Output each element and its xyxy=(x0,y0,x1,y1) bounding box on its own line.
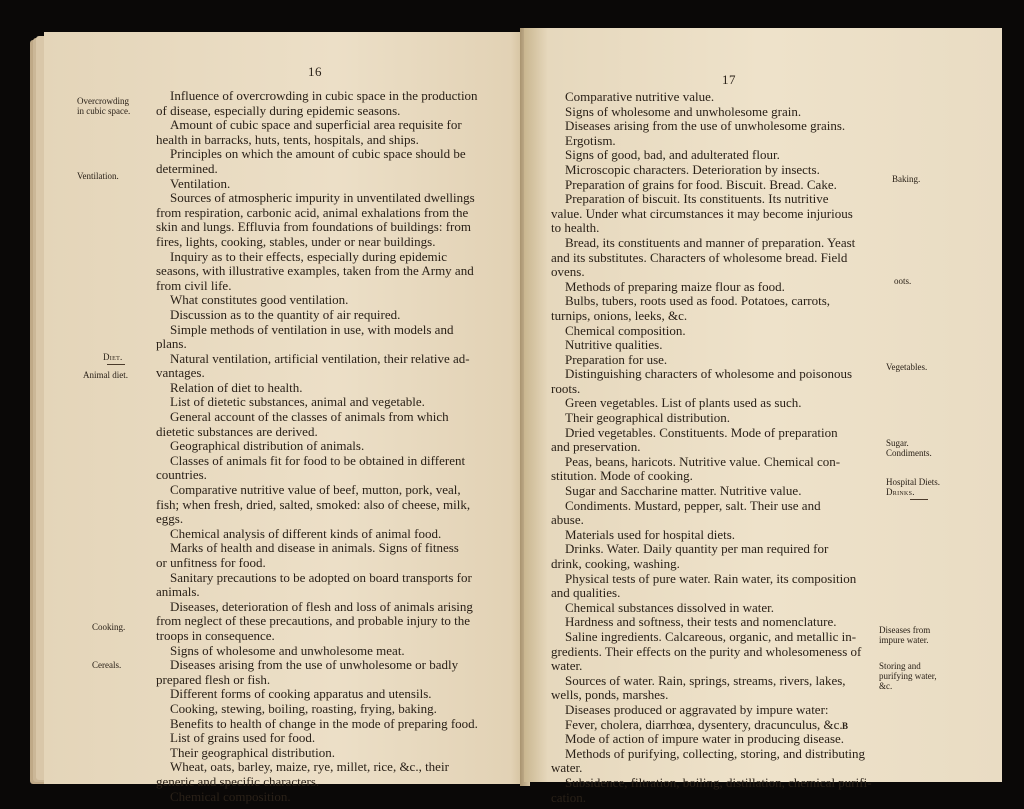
left-page-text-line: seasons, with illustrative examples, taken from the Army and xyxy=(156,263,474,279)
left-page-text-line: from civil life. xyxy=(156,277,232,293)
left-page-text-line: Wheat, oats, barley, maize, rye, millet, rice, &c., their xyxy=(170,759,449,775)
left-page-text-line: Principles on which the amount of cubic space should be xyxy=(170,146,466,162)
right-page-text-line: Diseases arising from the use of unwholesome grains. xyxy=(565,118,846,134)
margin-note-line: purifying water, xyxy=(879,671,937,681)
margin-note-rule xyxy=(107,364,125,365)
right-page-text-line: stitution. Mode of cooking. xyxy=(551,468,693,484)
margin-note-line: Animal diet. xyxy=(83,370,128,380)
margin-note-roots xyxy=(894,276,911,286)
right-page-text-line: Condiments. Mustard, pepper, salt. Their use and xyxy=(565,497,821,513)
margin-note-overcrowding xyxy=(77,96,130,116)
right-page-text-line: Green vegetables. List of plants used as such. xyxy=(565,395,802,411)
left-page-text-line: Comparative nutritive value of beef, mutton, pork, veal, xyxy=(170,482,461,498)
right-page-text-line: value. Under what circumstances it may become injurious xyxy=(551,205,853,221)
right-page-text-line: Chemical composition. xyxy=(565,322,686,338)
right-page-text-line: Sugar and Saccharine matter. Nutritive value. xyxy=(565,483,802,499)
right-page-text-line: Preparation of biscuit. Its constituents. Its nutritive xyxy=(565,191,829,207)
margin-note-line: Overcrowding xyxy=(77,96,129,106)
left-page-text-line: fish; when fresh, dried, salted, smoked: also of cheese, milk, xyxy=(156,496,471,512)
right-page-text-line: Methods of preparing maize flour as food. xyxy=(565,278,785,294)
left-page-text-line: plans. xyxy=(156,336,187,352)
margin-note-line: Cooking. xyxy=(92,622,126,632)
left-page-text-line: Chemical composition. xyxy=(170,788,291,804)
right-page-text-line: Bulbs, tubers, roots used as food. Potatoes, carrots, xyxy=(565,293,831,309)
margin-note-line: Condiments. xyxy=(886,448,932,458)
margin-note-rule xyxy=(910,499,928,500)
right-page-text-line: Peas, beans, haricots. Nutritive value. Chemical con- xyxy=(565,453,841,469)
right-page-text-line: Chemical substances dissolved in water. xyxy=(565,599,775,615)
right-page-text-line: Sources of water. Rain, springs, streams, rivers, lakes, xyxy=(565,672,846,688)
margin-note-line: Ventilation. xyxy=(77,171,119,181)
left-page-text-line: from neglect of these precautions, and probable injury to the xyxy=(156,613,471,629)
left-page-text-line: eggs. xyxy=(156,511,184,527)
left-page-text-line: Signs of wholesome and unwholesome meat. xyxy=(170,642,405,658)
right-page-text-line: water. xyxy=(551,760,583,776)
left-page-text-line: skin and lungs. Effluvia from foundations of buildings: from xyxy=(156,219,471,235)
margin-note-hospital-diets-drinks xyxy=(886,477,940,497)
left-page-text-line: Different forms of cooking apparatus and utensils. xyxy=(170,686,432,702)
margin-note-line: Diseases from xyxy=(879,625,931,635)
right-page-text-line: drink, cooking, washing. xyxy=(551,556,680,571)
left-page-text-line: Sanitary precautions to be adopted on board transports for xyxy=(170,569,472,585)
left-page-text-line: Relation of diet to health. xyxy=(170,379,303,395)
left-page-text-line: countries. xyxy=(156,467,207,483)
right-page-text-line: Hardness and softness, their tests and nomenclature. xyxy=(565,614,837,630)
margin-note-line: Baking. xyxy=(892,174,921,184)
left-page-text-line: troops in consequence. xyxy=(156,627,275,643)
margin-note-line: impure water. xyxy=(879,635,929,645)
margin-note-line: Storing and xyxy=(879,661,921,671)
right-page-text-line: Preparation for use. xyxy=(565,351,668,367)
right-page-text-line: Signs of good, bad, and adulterated flour. xyxy=(565,147,780,163)
margin-note-cooking xyxy=(92,622,125,632)
left-page-text-line: generic and specific characters. xyxy=(156,773,320,789)
right-page xyxy=(524,28,1002,805)
right-page-text-line: turnips, onions, leeks, &c. xyxy=(551,307,688,323)
left-page-text-line: Cooking, stewing, boiling, roasting, frying, baking. xyxy=(170,700,437,716)
left-page-text-line: Their geographical distribution. xyxy=(170,744,335,760)
right-page-text-line: cation. xyxy=(551,789,587,805)
margin-note-line: Vegetables. xyxy=(886,362,928,372)
left-page-text-line: vantages. xyxy=(156,365,205,381)
margin-note-baking xyxy=(892,174,920,184)
right-page-text-line: Preparation of grains for food. Biscuit. Bread. Cake. xyxy=(565,176,837,192)
margin-note-animal-diet xyxy=(83,370,128,380)
right-page-text-line: Physical tests of pure water. Rain water, its composition xyxy=(565,570,857,586)
margin-note-sugar-condiments xyxy=(886,438,932,458)
left-page-text-line: Diseases, deterioration of flesh and loss of animals arising xyxy=(170,598,473,614)
left-page-text-line: Diseases arising from the use of unwholesome or badly xyxy=(170,657,459,673)
left-page-text-line: Simple methods of ventilation in use, with models and xyxy=(170,321,454,337)
left-page-text-line: Classes of animals fit for food to be obtained in different xyxy=(170,452,466,468)
right-page-text-line: abuse. xyxy=(551,512,584,528)
margin-note-diet xyxy=(103,352,123,362)
left-page-text-line: Influence of overcrowding in cubic space in the production xyxy=(170,88,478,103)
right-page-text-line: Subsidence, filtration, boiling, distillation, chemical purifi- xyxy=(565,774,872,790)
left-page-text-line: General account of the classes of animals from which xyxy=(170,409,449,425)
left-page-body xyxy=(156,89,526,804)
left-page-text-line: Chemical analysis of different kinds of animal food. xyxy=(170,525,442,541)
left-page-text-line: Discussion as to the quantity of air required. xyxy=(170,306,401,322)
right-page-text-line: Comparative nutritive value. xyxy=(565,89,715,104)
margin-note-line: Sugar. xyxy=(886,438,909,448)
left-page-text-line: prepared flesh or fish. xyxy=(156,671,271,687)
margin-note-diseases-impure-water xyxy=(879,625,930,645)
right-page-body xyxy=(551,90,891,805)
right-page-text-line: Ergotism. xyxy=(565,132,616,148)
right-page-text-line: gredients. Their effects on the purity and wholesomeness of xyxy=(551,643,862,659)
margin-note-line: Drinks. xyxy=(886,487,915,497)
right-page-text-line: Materials used for hospital diets. xyxy=(565,526,736,542)
page-number-left: 16 xyxy=(308,64,322,79)
right-page-text-line: Signs of wholesome and unwholesome grain. xyxy=(565,103,802,119)
left-page-text-line: determined. xyxy=(156,160,218,176)
right-page-text-line: Bread, its constituents and manner of preparation. Yeast xyxy=(565,234,856,250)
left-page-text-line: of disease, especially during epidemic seasons. xyxy=(156,102,401,118)
right-page-text-line: Diseases produced or aggravated by impure water: xyxy=(565,701,829,717)
left-page-text-line: Marks of health and disease in animals. Signs of fitness xyxy=(170,540,459,556)
left-page-text-line: Ventilation. xyxy=(170,175,231,191)
left-page-text-line: health in barracks, huts, tents, hospitals, and ships. xyxy=(156,131,419,147)
right-page-text-line: and its substitutes. Characters of wholesome bread. Field xyxy=(551,249,848,265)
left-page-text-line: animals. xyxy=(156,584,200,600)
left-page xyxy=(44,32,530,804)
margin-note-line: oots. xyxy=(894,276,912,286)
left-page-text-line: dietetic substances are derived. xyxy=(156,423,318,439)
left-page-text-line: Benefits to health of change in the mode of preparing food. xyxy=(170,715,478,731)
left-page-text-line: What constitutes good ventilation. xyxy=(170,292,349,308)
margin-note-line: Cereals. xyxy=(92,660,122,670)
right-page-text-line: Saline ingredients. Calcareous, organic, and metallic in- xyxy=(565,628,857,644)
left-page-text-line: List of grains used for food. xyxy=(170,730,316,746)
right-page-text-line: and qualities. xyxy=(551,585,621,601)
right-page-text-line: Fever, cholera, diarrhœa, dysentery, dracunculus, &c. xyxy=(565,716,843,732)
right-page-text-line: roots. xyxy=(551,380,581,396)
right-page-text-line: Nutritive qualities. xyxy=(565,337,663,353)
page-number-right: 17 xyxy=(722,72,736,87)
right-page-text-line: to health. xyxy=(551,220,600,236)
left-page-text-line: Geographical distribution of animals. xyxy=(170,438,365,454)
left-page-text-line: Sources of atmospheric impurity in unventilated dwellings xyxy=(170,190,475,206)
left-page-text-line: or unfitness for food. xyxy=(156,555,266,570)
left-page-text-line: Natural ventilation, artificial ventilation, their relative ad- xyxy=(170,350,470,366)
right-page-text-line: water. xyxy=(551,658,583,674)
margin-note-line: Diet. xyxy=(103,352,123,362)
right-page-text-line: Mode of action of impure water in producing disease. xyxy=(565,731,845,747)
margin-note-storing-purifying xyxy=(879,661,937,691)
right-page-text-line: wells, ponds, marshes. xyxy=(551,687,669,703)
left-page-text-line: Amount of cubic space and superficial area requisite for xyxy=(170,117,462,133)
left-page-text-line: List of dietetic substances, animal and vegetable. xyxy=(170,394,425,410)
margin-note-line: in cubic space. xyxy=(77,106,131,116)
margin-note-cereals xyxy=(92,660,121,670)
right-page-text-line: Their geographical distribution. xyxy=(565,410,730,426)
right-page-text-line: and preservation. xyxy=(551,439,641,455)
right-page-text-line: ovens. xyxy=(551,264,585,280)
margin-note-line: &c. xyxy=(879,681,893,691)
right-page-text-line: Distinguishing characters of wholesome and poisonous xyxy=(565,366,853,382)
right-page-text-line: Dried vegetables. Constituents. Mode of preparation xyxy=(565,424,838,440)
printer-signature-mark: B xyxy=(842,721,849,731)
right-page-text-line: Microscopic characters. Deterioration by insects. xyxy=(565,161,820,177)
right-page-text-line: Drinks. Water. Daily quantity per man required for xyxy=(565,541,829,557)
right-page-text-line: Methods of purifying, collecting, storing, and distributing xyxy=(565,745,866,761)
left-page-text-line: from respiration, carbonic acid, animal exhalations from the xyxy=(156,204,469,220)
margin-note-ventilation xyxy=(77,171,119,181)
margin-note-vegetables xyxy=(886,362,927,372)
left-page-text-line: Inquiry as to their effects, especially during epidemic xyxy=(170,248,447,264)
margin-note-line: Hospital Diets. xyxy=(886,477,940,487)
left-page-text-line: fires, lights, cooking, stables, under or near buildings. xyxy=(156,233,436,249)
